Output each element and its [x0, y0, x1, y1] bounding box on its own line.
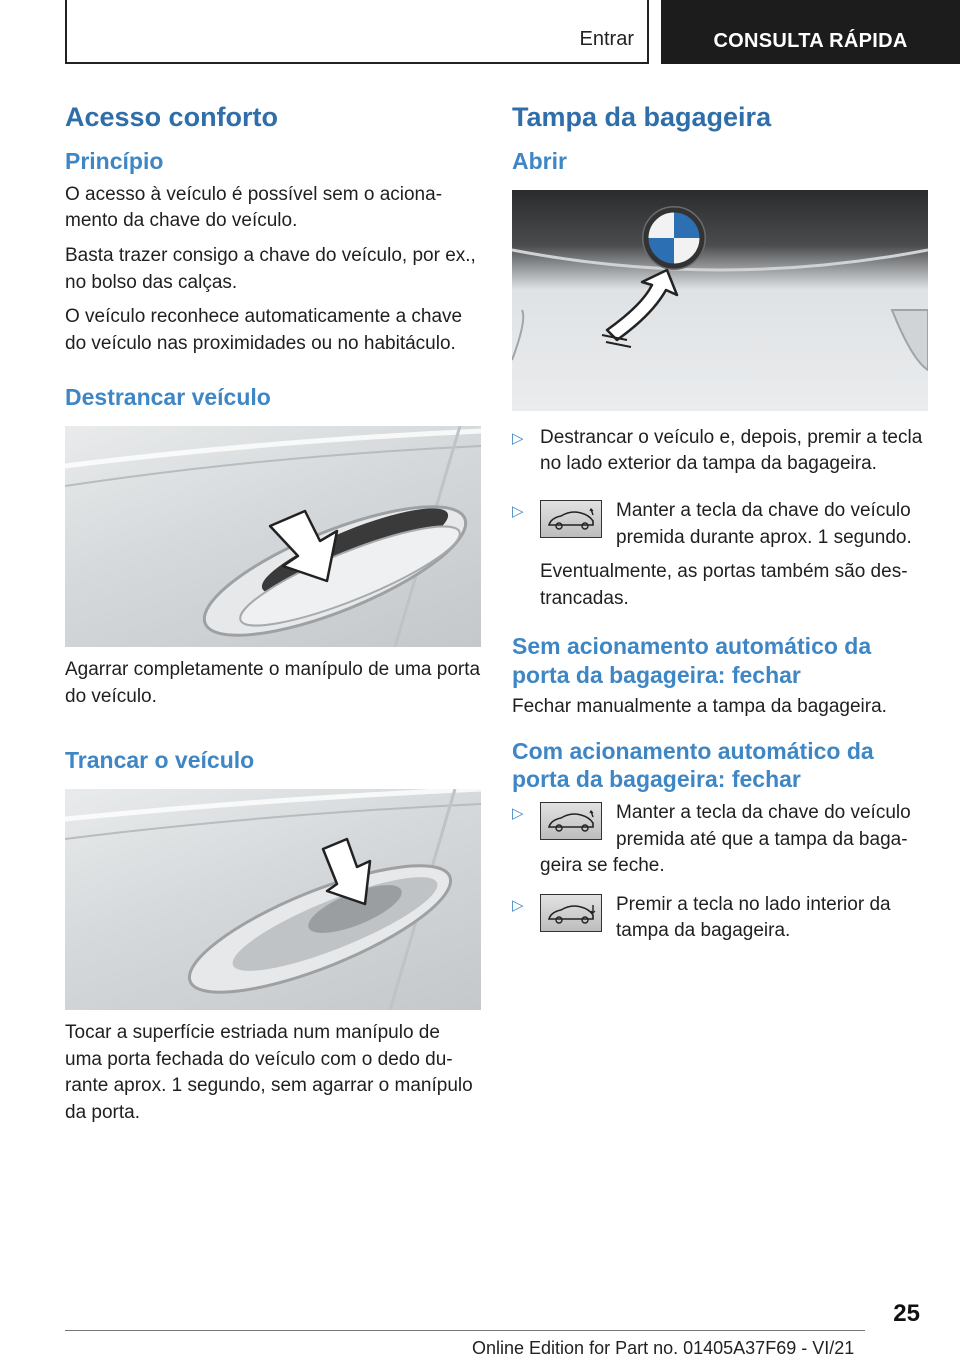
bullet-text-2-extra: Eventualmente, as portas também são des- trancadas. [540, 561, 908, 609]
bullet-text-4: Premir a tecla no lado interior da tampa da bagageira. [616, 893, 891, 942]
list-item [512, 498, 928, 612]
list-item [512, 892, 928, 945]
tailgate-button-figure [512, 190, 928, 411]
list-item [512, 800, 928, 880]
heading-tampa-bagageira: Tampa da bagageira [512, 102, 772, 132]
bullet-text-3: Manter a tecla da chave do veículo premida até que a tampa da baga- geira se feche. [540, 802, 911, 877]
paragraph-destrancar: Agarrar completamente o manípulo de uma porta do veículo. [65, 659, 481, 707]
paragraph-trancar: Tocar a superfície estriada num manípulo de uma porta fechada do veículo com o dedo du- rante aprox. 1 segundo, sem agarrar o manípulo da porta. [65, 1022, 473, 1123]
heading-com-acionamento: Com acionamento automático da porta da bagageira: fechar [512, 737, 874, 793]
bullet-triangle-icon: ▷ [512, 429, 524, 447]
car-key-tailgate-icon [540, 500, 602, 538]
footer-edition: Online Edition for Part no. 01405A37F69 - VI/21 [472, 1338, 855, 1358]
bullet-triangle-icon: ▷ [512, 503, 524, 521]
list-item [512, 425, 928, 478]
heading-acesso-conforto: Acesso conforto [65, 102, 279, 132]
footer-rule [65, 1330, 865, 1331]
heading-sem-acionamento: Sem acionamento automático da porta da bagageira: fechar [512, 633, 872, 689]
bullet-text-1: Destrancar o veículo e, depois, premir a tecla no lado exterior da tampa da bagageira. [540, 426, 923, 475]
section-title: Entrar [579, 28, 634, 50]
paragraph-sem-acionamento: Fechar manualmente a tampa da bagageira. [512, 695, 887, 717]
heading-trancar: Trancar o veículo [65, 747, 255, 774]
paragraph-principio-2: Basta trazer consigo a chave do veículo, por ex., no bolso das calças. [65, 245, 476, 293]
door-handle-grab-figure [65, 426, 481, 647]
tailgate-button-icon [540, 894, 602, 932]
heading-destrancar: Destrancar veículo [65, 384, 271, 411]
paragraph-principio-1: O acesso à veículo é possível sem o aciona- mento da chave do veículo. [65, 183, 443, 232]
bullet-text-2: Manter a tecla da chave do veículo premida durante aprox. 1 segundo. [616, 500, 912, 548]
left-column [65, 100, 481, 1126]
right-column [512, 100, 928, 945]
car-key-tailgate-icon [540, 802, 602, 840]
heading-principio: Princípio [65, 148, 164, 175]
header-frame [65, 0, 649, 64]
chapter-tab: CONSULTA RÁPIDA [661, 0, 960, 64]
paragraph-principio-3: O veículo reconhece automaticamente a chave do veículo nas proximidades ou no habitáculo. [65, 306, 463, 354]
heading-abrir: Abrir [512, 148, 567, 175]
bullet-triangle-icon: ▷ [512, 896, 524, 914]
door-handle-touch-figure [65, 789, 481, 1010]
bullet-triangle-icon: ▷ [512, 805, 524, 822]
page-number: 25 [893, 1300, 920, 1327]
